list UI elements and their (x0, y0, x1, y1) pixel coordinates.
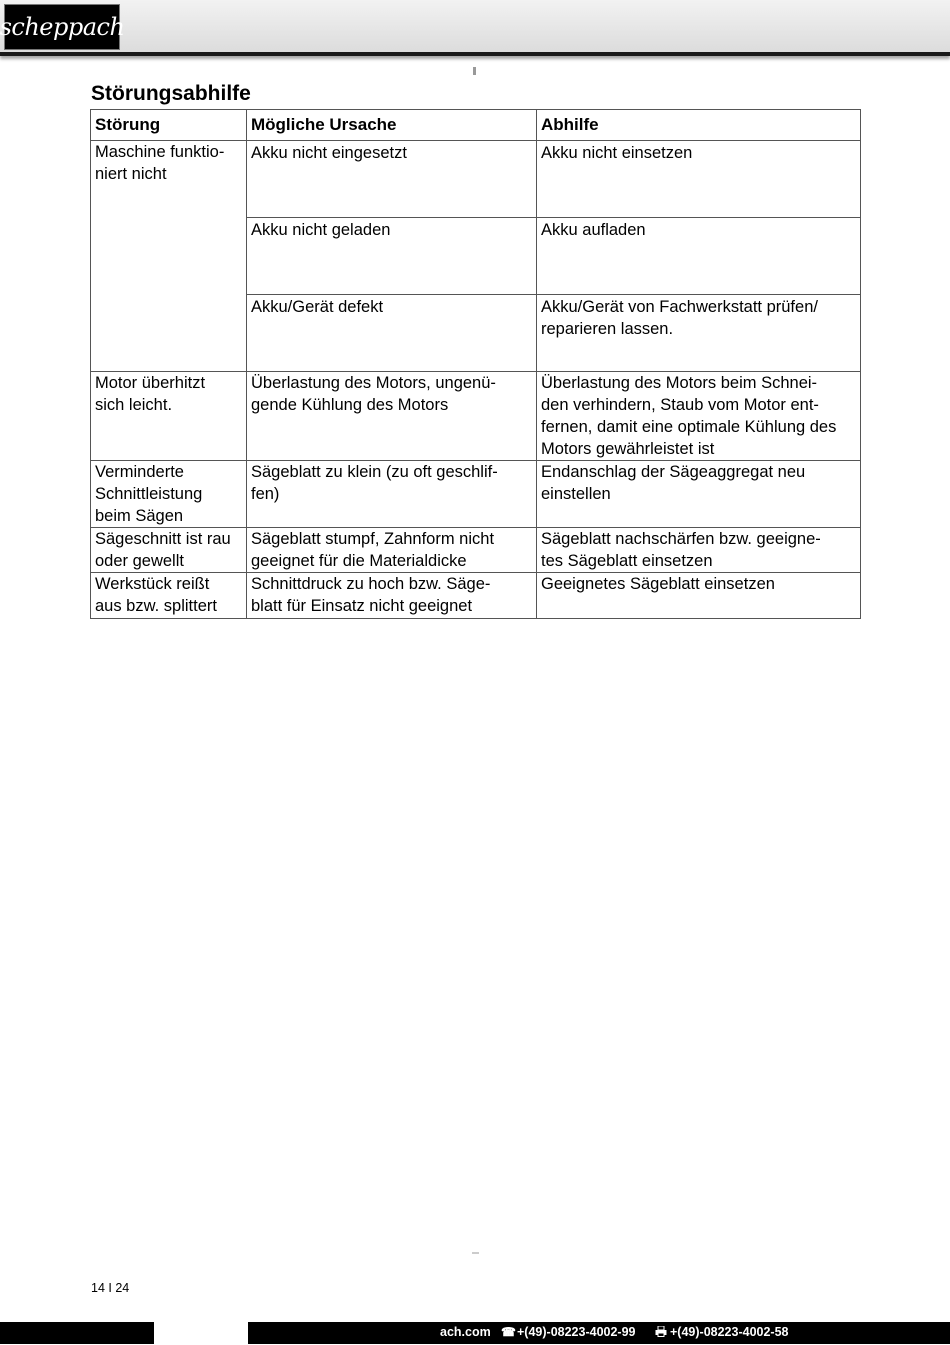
remedy-cell: Akku/Gerät von Fachwerkstatt prüfen/ reparieren lassen. (537, 295, 861, 372)
table-row (91, 141, 861, 218)
footer-fax: +(49)-08223-4002-58 (670, 1325, 789, 1339)
column-header-fault: Störung (91, 110, 247, 141)
cause-cell: Akku nicht geladen (247, 218, 537, 295)
fault-cell: Sägeschnitt ist rau oder gewellt (91, 528, 247, 573)
remedy-cell: Akku aufladen (537, 218, 861, 295)
remedy-cell: Endanschlag der Sägeaggregat neu einstellen (537, 461, 861, 528)
cause-cell: Schnittdruck zu hoch bzw. Säge- blatt für Einsatz nicht geeignet (247, 573, 537, 619)
column-header-cause: Mögliche Ursache (247, 110, 537, 141)
bottom-page-marker (472, 1252, 479, 1254)
fax-icon (655, 1326, 667, 1337)
fault-cell: Motor überhitzt sich leicht. (91, 372, 247, 461)
fault-cell: Werkstück reißt aus bzw. splittert (91, 573, 247, 619)
phone-icon: ☎ (501, 1325, 516, 1339)
column-header-remedy: Abhilfe (537, 110, 861, 141)
brand-logo (0, 4, 125, 50)
cause-cell: Akku/Gerät defekt (247, 295, 537, 372)
table-row (91, 461, 861, 528)
table-row (91, 528, 861, 573)
footer-white-block (154, 1322, 248, 1344)
brand-logo-text: scheppach (0, 13, 125, 41)
fault-cell: Maschine funktio- niert nicht (91, 141, 247, 372)
footer-phone: +(49)-08223-4002-99 (517, 1325, 636, 1339)
cause-cell: Akku nicht eingesetzt (247, 141, 537, 218)
remedy-cell: Überlastung des Motors beim Schnei- den verhindern, Staub vom Motor ent- fernen, damit eine optimale Kühlung des Motors gewährleistet ist (537, 372, 861, 461)
section-title: Störungsabhilfe (91, 82, 251, 105)
top-page-marker (473, 67, 476, 75)
remedy-cell: Sägeblatt nachschärfen bzw. geeigne- tes Sägeblatt einsetzen (537, 528, 861, 573)
table-header-row (91, 110, 861, 141)
page-number: 14 I 24 (91, 1281, 130, 1295)
cause-cell: Überlastung des Motors, ungenü- gende Kühlung des Motors (247, 372, 537, 461)
remedy-cell: Geeignetes Sägeblatt einsetzen (537, 573, 861, 619)
troubleshooting-table (90, 109, 861, 619)
footer-website: ach.com (440, 1325, 491, 1339)
table-row (91, 372, 861, 461)
cause-cell: Sägeblatt zu klein (zu oft geschlif- fen) (247, 461, 537, 528)
cause-cell: Sägeblatt stumpf, Zahnform nicht geeignet für die Materialdicke (247, 528, 537, 573)
remedy-cell: Akku nicht einsetzen (537, 141, 861, 218)
header-bar (0, 0, 950, 56)
fault-cell: Verminderte Schnittleistung beim Sägen (91, 461, 247, 528)
table-row (91, 573, 861, 619)
